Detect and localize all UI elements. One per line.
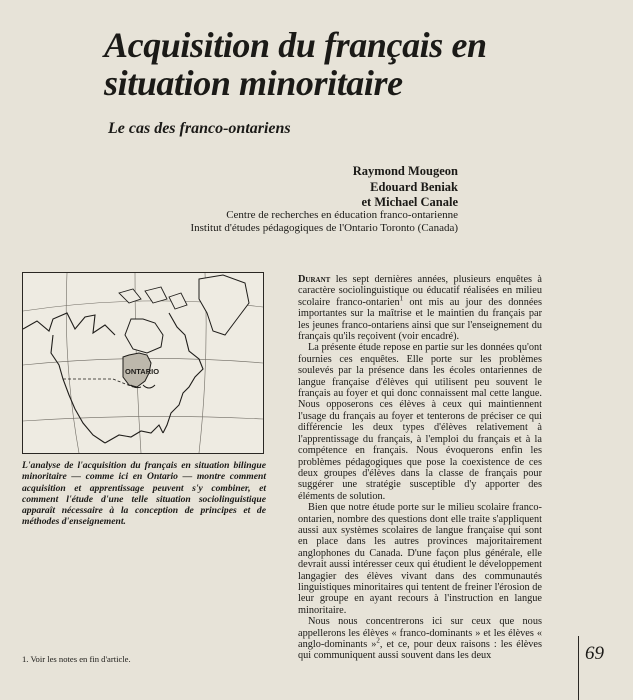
body-paragraph: La présente étude repose en partie sur les données qu'ont fournies ces enquêtes. Elle porte sur les problèmes soulevés par la présence dans les écoles ontariennes de langue française d'élèves qui utilisent peu souvent le français au foyer et qui donc connaissent mal cette langue. Nous opposerons ces élèves à ceux qui maintiennent l'usage du français au foyer et tenterons de préciser ce qui différencie les deux types d'élèves relativement à l'apprentissage du français, à l'emploi du français et à la compétence en français. Nous évoquerons enfin les problèmes pédagogiques que pose la coexistence de ces deux groupes d'élèves dans la classe de français pour suggérer une stratégie susceptible d'y apporter des éléments de solution. bbox=[298, 342, 542, 502]
north-america-map bbox=[22, 272, 264, 454]
body-paragraph: Durant les sept dernières années, plusieurs enquêtes à caractère sociolinguistique ou éducatif réalisées en milieu scolaire franco-ontarien$^1$ ont mis au jour des données importantes sur la maîtrise et le maintien du français par les jeunes franco-ontariens ainsi que sur l'enseignement du français qu'ils reçoivent (voir encadré). bbox=[298, 274, 542, 343]
footnote-ref: 2 bbox=[376, 636, 380, 645]
coastline bbox=[51, 335, 105, 443]
article-subtitle: Le cas des franco-ontariens bbox=[108, 120, 291, 137]
article-body bbox=[298, 274, 542, 662]
lead-word: Durant bbox=[298, 274, 331, 285]
affiliation-line: Centre de recherches en éducation franco-ontarienne bbox=[226, 209, 458, 221]
border-line bbox=[63, 379, 133, 387]
page-number: 69 bbox=[585, 643, 604, 664]
figure-caption: L'analyse de l'acquisition du français en situation bilingue minoritaire — comme ici en Ontario — montre comment acquisition et apprentissage peuvent s'y combiner, et comment l'étude d'une telle situation sociolinguistique apparaît nécessaire à la conception de principes et de méthodes d'enseignement. bbox=[22, 460, 266, 528]
hudson-bay bbox=[125, 319, 163, 353]
affiliation-block bbox=[170, 209, 458, 235]
author-name: Raymond Mougeon bbox=[352, 164, 458, 178]
body-paragraph: Nous nous concentrerons ici sur ceux que nous appellerons les élèves « franco-dominants » et les élèves « anglo-dominants »$^2$, et ce, pour deux raisons : les élèves qui communiquent aussi souvent dans les deux bbox=[298, 616, 543, 662]
map-drawing bbox=[23, 273, 263, 453]
map-label: ONTARIO bbox=[125, 367, 160, 376]
footnote-ref: 1 bbox=[399, 294, 404, 303]
author-name: et Michael Canale bbox=[361, 195, 458, 209]
coastline bbox=[163, 313, 203, 433]
coastline bbox=[23, 313, 115, 335]
body-paragraph: Bien que notre étude porte sur le milieu scolaire franco-ontarien, nombre des questions dont elle traite s'appliquent aussi aux systèmes scolaires de langue française qui sont en place dans les autres provinces majoritairement anglophones du Canada. D'une façon plus générale, elle devrait aussi intéresser ceux qui étudient le développement langagier des élèves vivant dans des communautés linguistiques minoritaires qui tentent de freiner l'érosion de leur groupe en ayant recours à l'instruction en langue minoritaire. bbox=[298, 502, 542, 616]
article-title: Acquisition du français en situation minoritaire bbox=[104, 25, 487, 103]
author-list bbox=[300, 164, 458, 211]
coastline bbox=[105, 425, 163, 443]
greenland bbox=[199, 275, 249, 335]
affiliation-line: Institut d'études pédagogiques de l'Ontario Toronto (Canada) bbox=[190, 222, 458, 234]
footnote: 1. Voir les notes en fin d'article. bbox=[22, 654, 131, 664]
page-number-rule bbox=[578, 636, 579, 700]
author-name: Edouard Beniak bbox=[370, 179, 458, 194]
